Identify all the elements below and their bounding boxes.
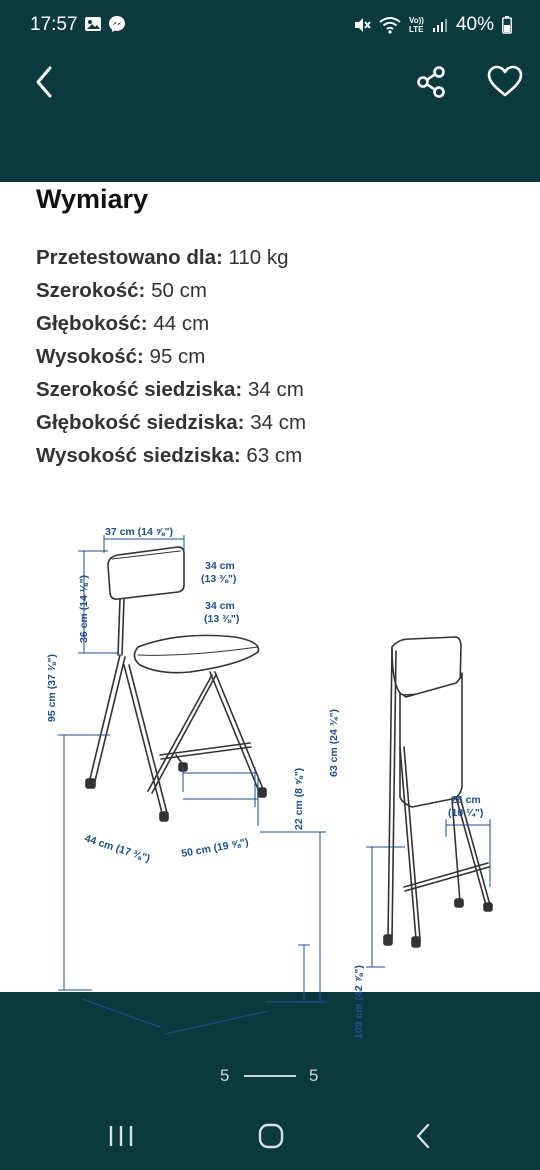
spec-list [36,246,306,477]
back-button[interactable] [28,64,64,100]
volte-label: Vo)) [409,16,424,25]
volte-indicator [409,16,424,34]
recents-button[interactable] [105,1123,137,1154]
spec-label: Przetestowano dla: [36,246,223,269]
heart-outline-icon [486,64,524,100]
spec-label: Głębokość siedziska: [36,411,245,434]
label-seat-depth-2-inches: (13 ⅜") [204,613,240,625]
stool-unfolded [86,547,266,821]
status-time: 17:57 [30,14,78,35]
signal-icon [432,17,448,33]
spec-row [36,312,306,345]
label-folded-height: 109 cm (42 ⅞") [353,965,365,1039]
spec-label: Wysokość: [36,345,144,368]
stool-folded [384,637,492,947]
spec-label: Wysokość siedziska: [36,444,241,467]
label-seat-height: 63 cm (24 ¾") [328,708,340,777]
favorite-button[interactable] [486,64,524,100]
status-right [353,14,512,36]
label-seat-depth-2: 34 cm [205,600,235,612]
spec-value: 34 cm [244,411,307,434]
spec-value: 110 kg [222,246,289,269]
spec-label: Głębokość: [36,312,148,335]
dimensions-panel [0,182,540,1039]
label-backrest-height: 36 cm (14 ⅛") [78,574,90,643]
chevron-left-icon [28,64,64,100]
spec-row [36,279,306,312]
spec-label: Szerokość: [36,279,146,302]
label-footrest-height: 22 cm (8 ⅝") [293,767,305,830]
status-bar [0,0,540,52]
share-button[interactable] [414,64,450,100]
label-total-height: 95 cm (37 ⅜") [46,653,58,722]
label-seat-depth-1-inches: (13 ⅜") [201,573,237,585]
top-bar [0,52,540,182]
status-left-icons [84,15,126,33]
battery-percent: 40% [455,14,494,35]
wifi-icon [379,16,401,34]
section-title: Wymiary [36,184,149,214]
label-folded-depth-inches: (10 ¼") [448,807,484,819]
recents-icon [105,1123,137,1149]
image-pager [0,1064,540,1088]
home-button[interactable] [256,1123,286,1154]
label-depth: 44 cm (17 ⅜") [83,832,152,865]
dimension-drawing [0,507,540,1039]
pager-divider [244,1075,296,1077]
pager-current: 5 [220,1066,230,1085]
spec-row [36,378,306,411]
spec-row [36,444,306,477]
home-icon [256,1123,286,1149]
messenger-icon [108,15,126,33]
battery-icon [502,16,512,34]
spec-row [36,345,306,378]
label-width: 50 cm (19 ⅝") [180,836,250,860]
spec-value: 63 cm [240,444,303,467]
spec-row [36,411,306,444]
lte-label: LTE [409,25,424,34]
spec-row [36,246,306,279]
label-folded-depth: 26 cm [451,794,481,806]
spec-value: 50 cm [145,279,207,302]
spec-value: 34 cm [242,378,304,401]
gallery-icon [84,15,102,33]
system-nav-bar [0,1110,540,1170]
label-backrest-width: 37 cm (14 ⅝") [105,526,174,538]
pager-total: 5 [309,1066,319,1085]
spec-label: Szerokość siedziska: [36,378,243,401]
nav-back-button[interactable] [408,1123,438,1154]
nav-back-icon [408,1123,438,1149]
label-seat-depth-1: 34 cm [205,560,235,572]
share-icon [414,64,450,100]
mute-icon [353,16,371,34]
spec-value: 44 cm [147,312,210,335]
spec-value: 95 cm [143,345,206,368]
